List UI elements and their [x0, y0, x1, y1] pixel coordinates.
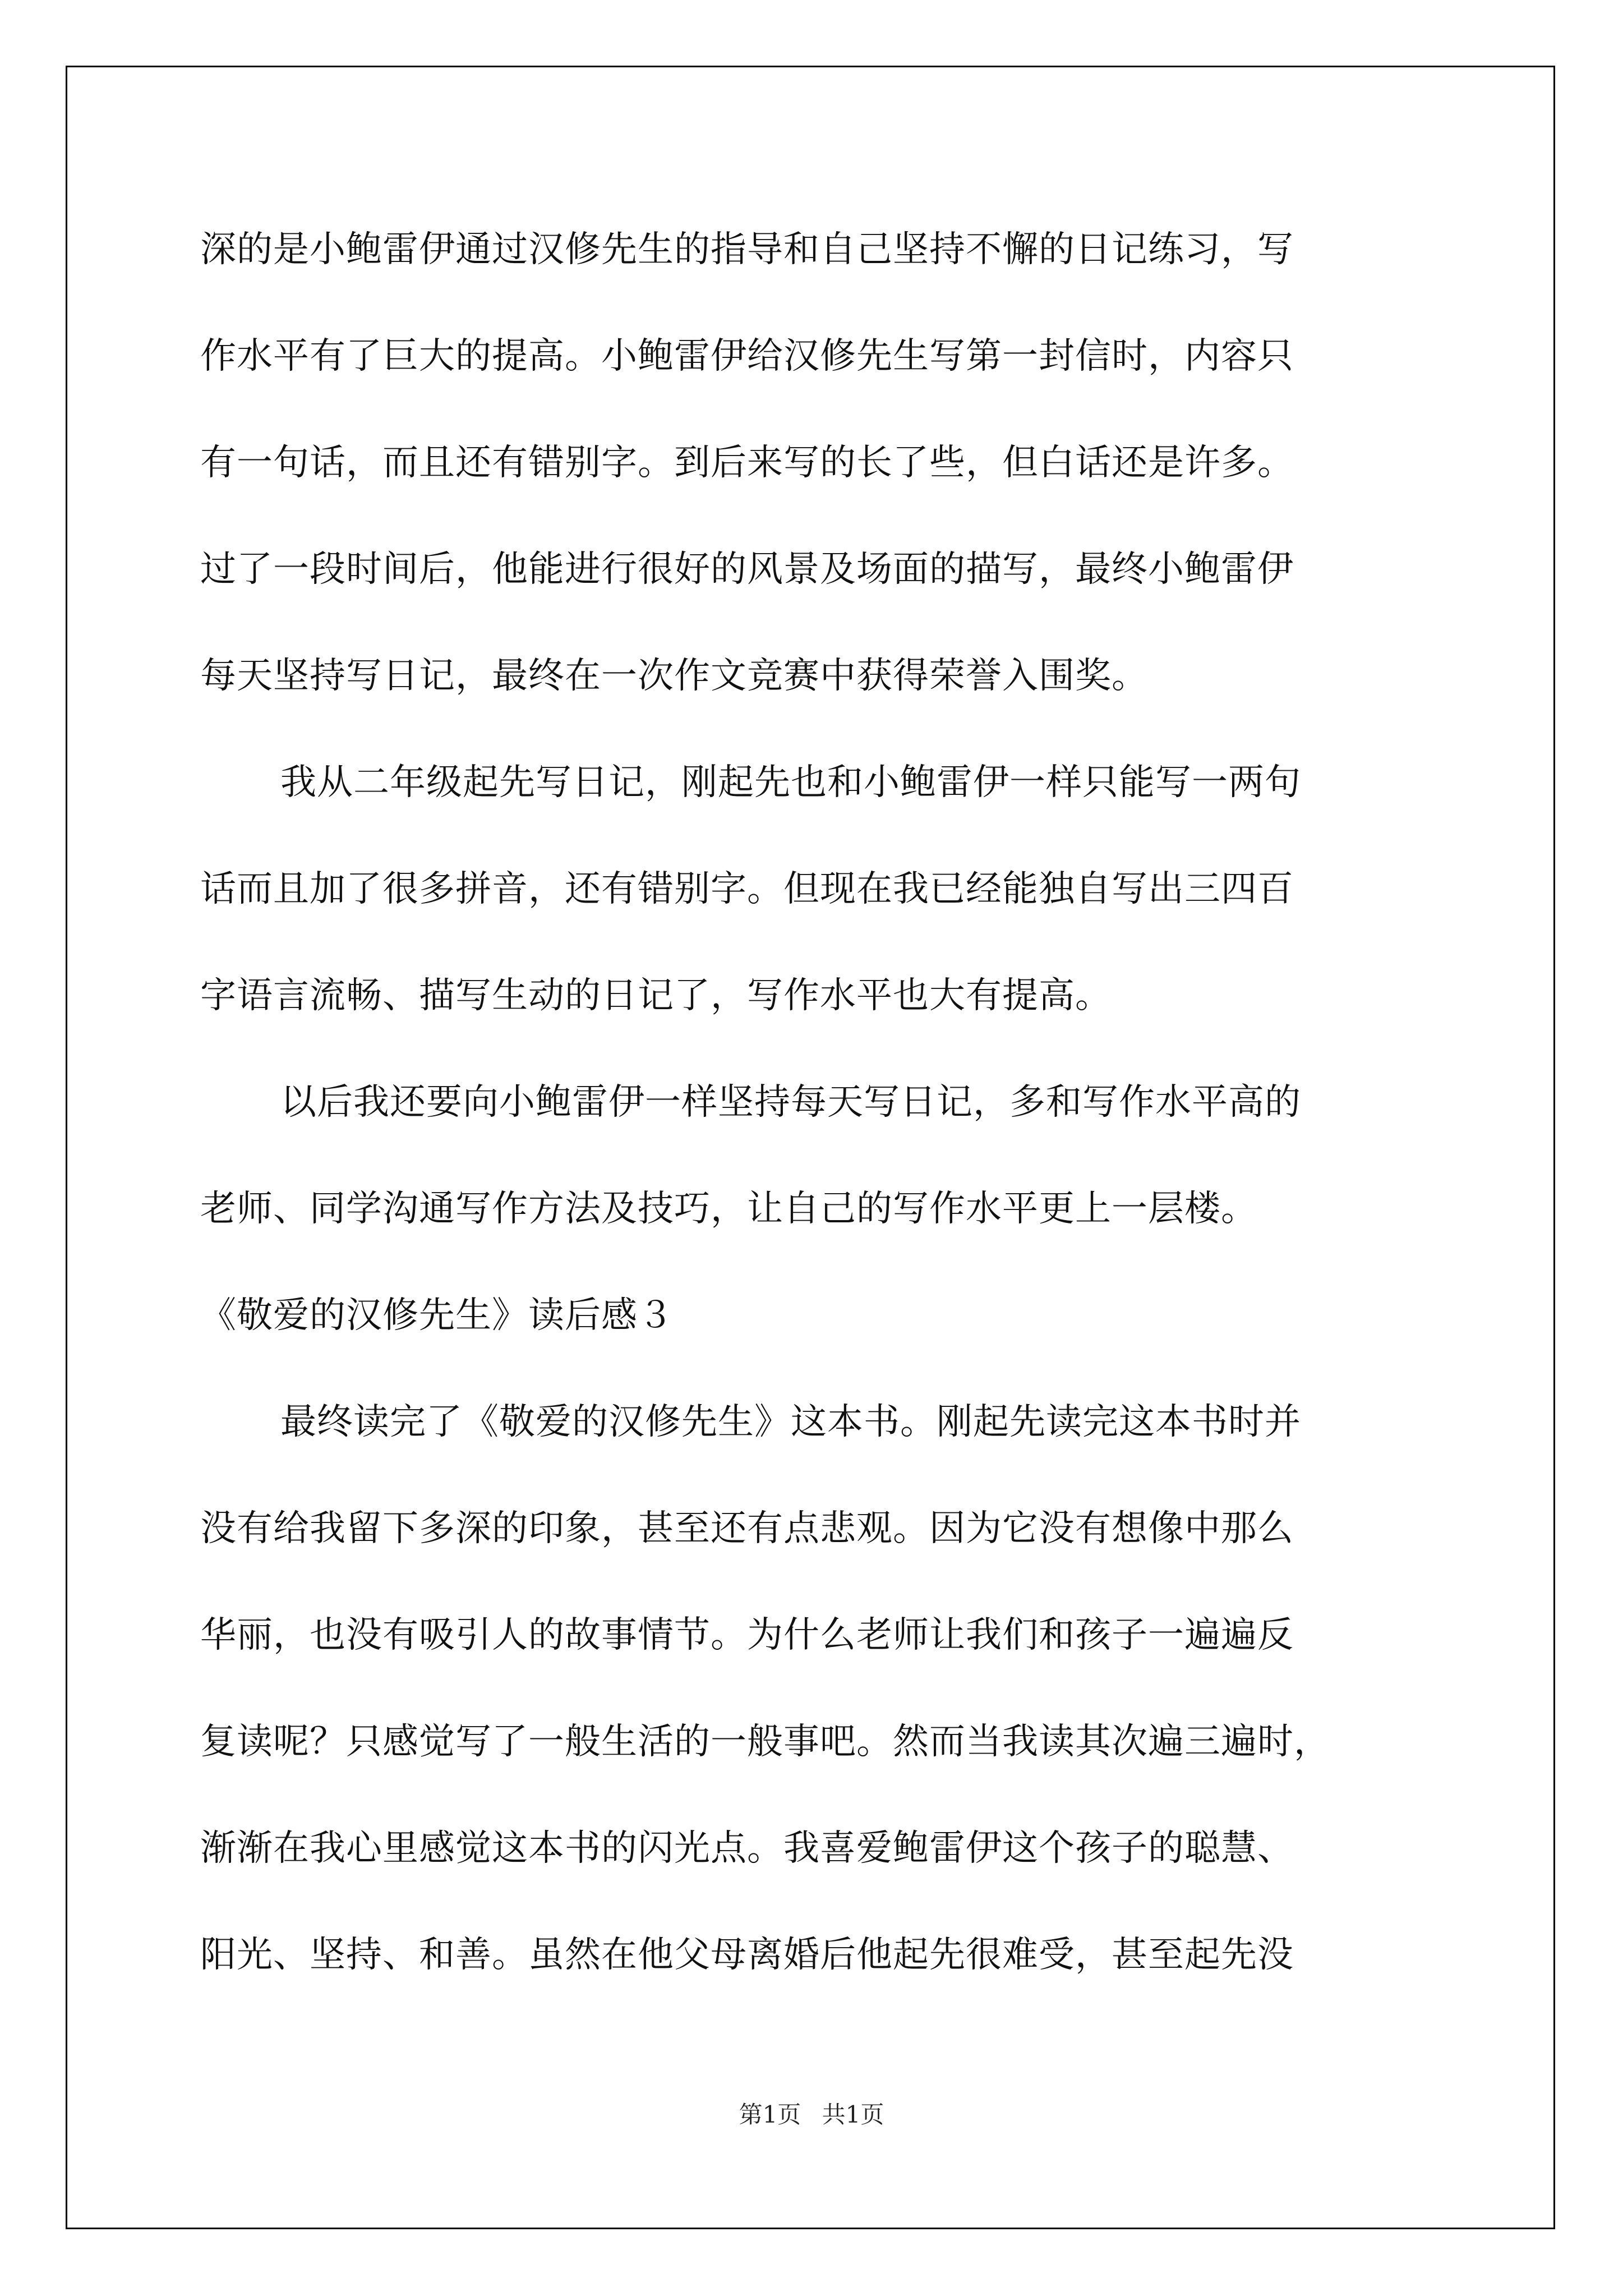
page-footer	[0, 2098, 1623, 2132]
text-line: 深的是小鲍雷伊通过汉修先生的指导和自己坚持不懈的日记练习，写	[200, 229, 1294, 270]
paragraph-start-line: 以后我还要向小鲍雷伊一样坚持每天写日记，多和写作水平高的	[280, 1082, 1301, 1123]
text-line: 过了一段时间后，他能进行很好的风景及场面的描写，最终小鲍雷伊	[200, 549, 1294, 590]
text-line: 有一句话，而且还有错别字。到后来写的长了些，但白话还是许多。	[200, 442, 1294, 484]
page-border	[66, 66, 1555, 2229]
text-line: 渐渐在我心里感觉这本书的闪光点。我喜爱鲍雷伊这个孩子的聪慧、	[200, 1828, 1294, 1869]
text-line: 话而且加了很多拼音，还有错别字。但现在我已经能独自写出三四百	[200, 868, 1294, 910]
paragraph-start-line: 最终读完了《敬爱的汉修先生》这本书。刚起先读完这本书时并	[280, 1401, 1301, 1443]
text-line: 华丽，也没有吸引人的故事情节。为什么老师让我们和孩子一遍遍反	[200, 1614, 1294, 1656]
text-line: 每天坚持写日记，最终在一次作文竞赛中获得荣誉入围奖。	[200, 655, 1148, 697]
page-number-total: 共1页	[822, 2101, 884, 2128]
text-line: 复读呢？只感觉写了一般生活的一般事吧。然而当我读其次遍三遍时，	[200, 1721, 1330, 1763]
section-heading: 《敬爱的汉修先生》读后感３	[200, 1295, 674, 1336]
paragraph-start-line: 我从二年级起先写日记，刚起先也和小鲍雷伊一样只能写一两句	[280, 762, 1301, 803]
text-line: 阳光、坚持、和善。虽然在他父母离婚后他起先很难受，甚至起先没	[200, 1934, 1294, 1976]
page-number-current: 第1页	[739, 2101, 801, 2128]
text-line: 老师、同学沟通写作方法及技巧，让自己的写作水平更上一层楼。	[200, 1188, 1257, 1230]
text-line: 字语言流畅、描写生动的日记了，写作水平也大有提高。	[200, 975, 1112, 1016]
text-line: 没有给我留下多深的印象，甚至还有点悲观。因为它没有想像中那么	[200, 1508, 1294, 1549]
text-line: 作水平有了巨大的提高。小鲍雷伊给汉修先生写第一封信时，内容只	[200, 335, 1294, 377]
